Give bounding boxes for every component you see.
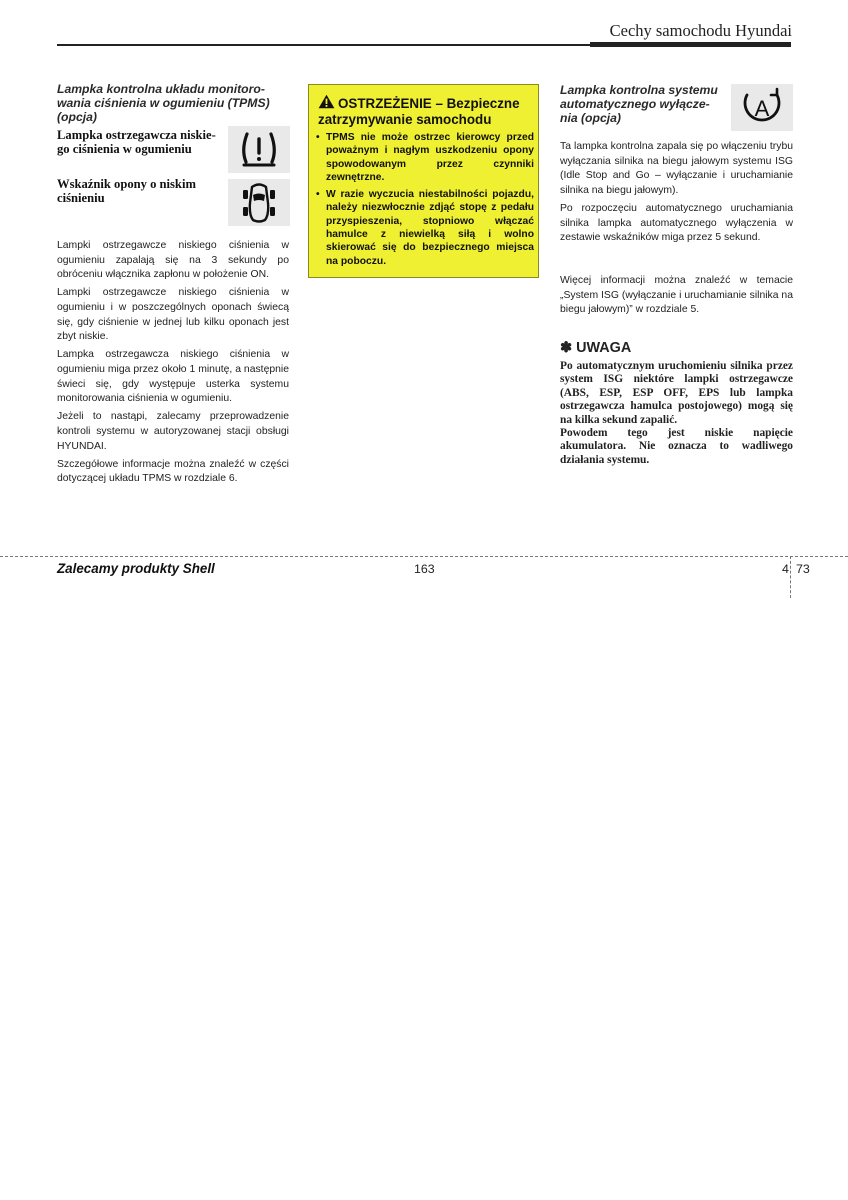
isg-section-title: Lampka kontrolna systemu automatycznego wyłącze-nia (opcja) <box>560 83 718 125</box>
warning-item: • W razie wyczucia niestabilności pojazdu, należy niezwłocznie zdjąć stopę z pedału przyspieszenia, stopniowo włączać hamulce z niewielką siłą i wolno skierować się do bezpiecznego miejsca na poboczu. <box>316 188 534 268</box>
tpms-paragraph: Lampki ostrzegawcze niskiego ciśnienia w ogumieniu i w poszczególnych oponach świecą się, gdy ciśnienie w jednej lub kilku oponach jest zbyt niskie. <box>57 287 289 343</box>
footer-sponsor-text: Zalecamy produkty Shell <box>57 561 215 576</box>
header-bar <box>590 42 791 47</box>
isg-more-info <box>560 274 793 321</box>
tpms-subheading-lamp: Lampka ostrzegawcza niskie-go ciśnienia w ogumieniu <box>57 128 216 156</box>
footer-center-number: 163 <box>414 562 435 576</box>
auto-stop-icon <box>731 84 793 131</box>
footer-dashed-divider <box>790 556 791 598</box>
note-paragraph: Powodem tego jest niskie napięcie akumulatora. Nie oznacza to wadliwego działania systemu. <box>560 427 793 466</box>
note-heading <box>560 340 793 356</box>
tpms-paragraph: Szczegółowe informacje można znaleźć w części dotyczącej układu TPMS w rozdziale 6. <box>57 458 289 485</box>
footer-chapter-number: 4 <box>782 562 789 576</box>
tpms-section-title: Lampka kontrolna układu monitoro-wania ciśnienia w ogumieniu (TPMS) (opcja) <box>57 82 270 124</box>
isg-paragraph: Więcej informacji można znaleźć w temacie „System ISG (wyłączanie i uruchamianie silnika na biegu jałowym)” w rozdziale 5. <box>560 275 793 316</box>
tpms-subheading-position: Wskaźnik opony o niskim ciśnieniu <box>57 177 196 205</box>
note-body <box>560 360 793 467</box>
tpms-warning-icon <box>228 126 290 173</box>
warning-list <box>316 131 534 272</box>
tpms-paragraph: Lampka ostrzegawcza niskiego ciśnienia w ogumieniu miga przez około 1 minutę, a następnie świeci się, gdy występuje usterka systemu monitorowania ciśnienia w ogumieniu. <box>57 349 289 405</box>
footer-page-number: 73 <box>796 562 810 576</box>
tpms-paragraph: Lampki ostrzegawcze niskiego ciśnienia w ogumieniu zapalają się na 3 sekundy po obróceniu włącznika zapłonu w położenie ON. <box>57 240 289 281</box>
warning-title: OSTRZEŻENIE – Bezpieczne zatrzymywanie samochodu <box>318 96 520 127</box>
tpms-body-text <box>57 239 289 490</box>
tpms-paragraph: Jeżeli to nastąpi, zalecamy przeprowadzenie kontroli systemu w autoryzowanej stacji obsługi HYUNDAI. <box>57 411 289 452</box>
isg-paragraph: Ta lampka kontrolna zapala się po włączeniu trybu wyłączania silnika na biegu jałowym systemu ISG (Idle Stop and Go – wyłączanie i uruchamianie silnika na biegu jałowym). <box>560 141 793 196</box>
low-tire-position-icon <box>228 179 290 226</box>
isg-paragraph: Po rozpoczęciu automatycznego uruchamiania silnika lampka automatycznego wyłączenia w zestawie wskaźników miga przez 5 sekund. <box>560 202 793 244</box>
svg-text:A: A <box>754 95 770 121</box>
note-paragraph: Po automatycznym uruchomieniu silnika przez system ISG niektóre lampki ostrzegawcze (ABS, ESP, ESP OFF, EPS lub lampka ostrzegawcza hamulca postojowego) mogą się na kilka sekund zapalić. <box>560 360 793 426</box>
note-asterisk-icon: ✽ <box>560 340 573 356</box>
warning-triangle-icon <box>318 94 335 109</box>
warning-title-row <box>318 94 533 128</box>
note-title: UWAGA <box>576 340 632 356</box>
footer-dashed-rule <box>0 556 848 557</box>
isg-body-text <box>560 140 793 249</box>
warning-item: • TPMS nie może ostrzec kierowcy przed poważnym i nagłym uszkodzeniu opony spowodowanym przez czynniki zewnętrzne. <box>316 131 534 184</box>
running-header: Cechy samochodu Hyundai <box>609 21 792 40</box>
warning-box <box>308 84 539 278</box>
